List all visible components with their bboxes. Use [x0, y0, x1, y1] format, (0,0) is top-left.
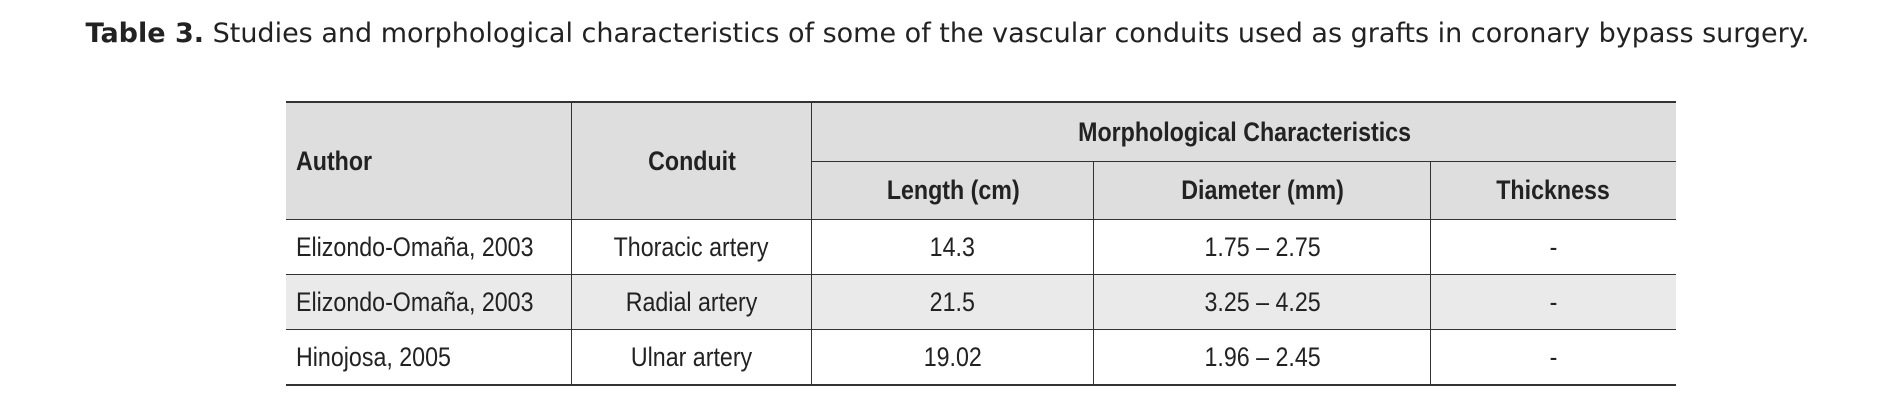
table-row	[286, 220, 1676, 275]
header-diameter: Diameter (mm)	[1094, 162, 1431, 220]
cell-length: 14.3	[812, 220, 1094, 275]
cell-thickness: -	[1430, 330, 1676, 386]
header-length: Length (cm)	[812, 162, 1094, 220]
header-row-1	[286, 102, 1676, 162]
caption-label: Table 3.	[85, 18, 205, 49]
header-morphological-characteristics: Morphological Characteristics	[812, 102, 1676, 162]
caption-text: Studies and morphological characteristics of some of the vascular conduits used as grafts in coronary bypass surgery.	[204, 18, 1810, 49]
table-caption	[0, 14, 1895, 54]
cell-conduit: Radial artery	[571, 275, 811, 330]
cell-conduit: Thoracic artery	[571, 220, 811, 275]
header-conduit: Conduit	[571, 102, 811, 220]
cell-thickness: -	[1430, 275, 1676, 330]
header-author: Author	[286, 102, 571, 220]
cell-author: Hinojosa, 2005	[286, 330, 571, 386]
cell-diameter: 3.25 – 4.25	[1094, 275, 1431, 330]
morphology-table	[286, 101, 1676, 386]
cell-diameter: 1.75 – 2.75	[1094, 220, 1431, 275]
cell-diameter: 1.96 – 2.45	[1094, 330, 1431, 386]
table-row	[286, 275, 1676, 330]
header-thickness: Thickness	[1430, 162, 1676, 220]
table-row	[286, 330, 1676, 386]
cell-author: Elizondo-Omaña, 2003	[286, 220, 571, 275]
cell-author: Elizondo-Omaña, 2003	[286, 275, 571, 330]
cell-length: 21.5	[812, 275, 1094, 330]
cell-conduit: Ulnar artery	[571, 330, 811, 386]
cell-thickness: -	[1430, 220, 1676, 275]
cell-length: 19.02	[812, 330, 1094, 386]
